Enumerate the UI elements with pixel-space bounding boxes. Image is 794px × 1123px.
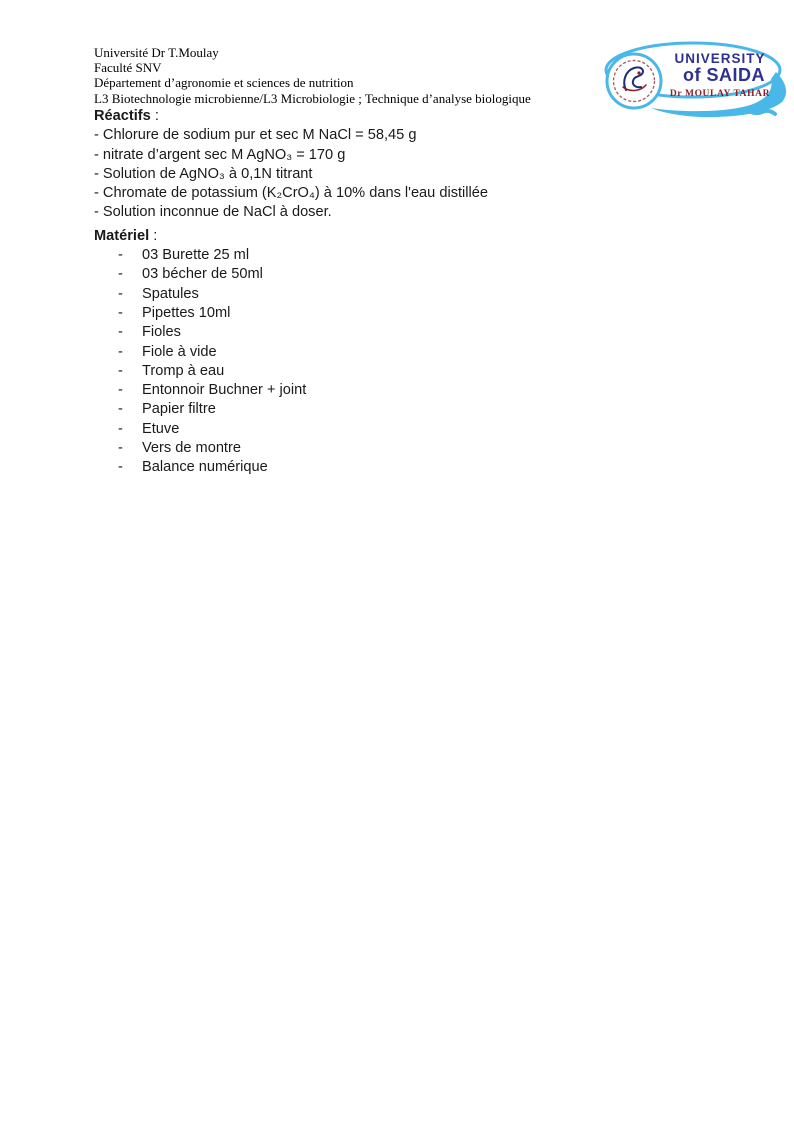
reactifs-title: Réactifs xyxy=(94,108,151,124)
logo-text-university: UNIVERSITY xyxy=(674,51,766,66)
document-body xyxy=(94,107,724,478)
dash-marker: - xyxy=(118,420,123,437)
materiel-item-text: Fiole à vide xyxy=(142,343,217,360)
reactifs-heading xyxy=(94,107,724,126)
section-materiel xyxy=(94,227,724,478)
dash-marker: - xyxy=(118,362,123,379)
reactif-item: - Chromate de potassium (K₂CrO₄) à 10% dans l'eau distillée xyxy=(94,185,489,202)
dash-marker: - xyxy=(118,324,123,341)
reactif-item: - Chlorure de sodium pur et sec M NaCl = 58,45 g xyxy=(94,127,417,144)
materiel-item xyxy=(94,381,724,400)
materiel-item xyxy=(94,246,724,265)
reactif-item: - Solution de AgNO₃ à 0,1N titrant xyxy=(94,165,313,182)
materiel-item-text: Pipettes 10ml xyxy=(142,304,231,321)
materiel-item xyxy=(94,343,724,362)
materiel-item-text: Entonnoir Buchner + joint xyxy=(142,382,307,399)
materiel-item-text: Balance numérique xyxy=(142,459,268,476)
materiel-item-text: 03 bécher de 50ml xyxy=(142,266,263,283)
materiel-item xyxy=(94,265,724,284)
reactif-item: - nitrate d’argent sec M AgNO₃ = 170 g xyxy=(94,146,346,163)
logo-text-dr-moulay-tahar: Dr MOULAY TAHAR xyxy=(669,89,771,99)
materiel-item xyxy=(94,362,724,381)
materiel-item xyxy=(94,400,724,419)
logo-wave-bump xyxy=(748,110,775,114)
materiel-item-text: Spatules xyxy=(142,285,199,302)
dash-marker: - xyxy=(118,285,123,302)
header-line-university: Université Dr T.Moulay xyxy=(94,45,219,60)
dash-marker: - xyxy=(118,247,123,264)
materiel-item xyxy=(94,285,724,304)
materiel-item-text: Papier filtre xyxy=(142,401,216,418)
logo-text-of-saida: of SAIDA xyxy=(683,65,765,85)
dash-marker: - xyxy=(118,343,123,360)
header-line-department: Département d’agronomie et sciences de nutrition xyxy=(94,75,354,91)
logo-bird-eye xyxy=(637,71,640,74)
header-line-course: L3 Biotechnologie microbienne/L3 Microbiologie ; Technique d’analyse biologique xyxy=(94,90,531,106)
header-line-faculty: Faculté SNV xyxy=(94,60,162,76)
materiel-item xyxy=(94,304,724,323)
section-reactifs xyxy=(94,107,724,223)
materiel-item xyxy=(94,439,724,458)
dash-marker: - xyxy=(118,382,123,399)
materiel-heading xyxy=(94,227,724,246)
materiel-item xyxy=(94,323,724,342)
dash-marker: - xyxy=(118,440,123,457)
materiel-title: Matériel xyxy=(94,227,150,244)
materiel-item-text: Vers de montre xyxy=(142,440,241,457)
dash-marker: - xyxy=(118,266,123,283)
dash-marker: - xyxy=(118,401,123,418)
materiel-colon: : xyxy=(149,227,158,244)
institution-header xyxy=(94,45,594,106)
materiel-item-text: Etuve xyxy=(142,420,180,437)
reactifs-colon: : xyxy=(150,108,159,124)
materiel-item-text: 03 Burette 25 ml xyxy=(142,247,250,264)
materiel-item xyxy=(94,420,724,439)
materiel-item-text: Fioles xyxy=(142,324,181,341)
materiel-item-text: Tromp à eau xyxy=(142,362,225,379)
materiel-item xyxy=(94,458,724,477)
reactif-item: - Solution inconnue de NaCl à doser. xyxy=(94,204,332,221)
dash-marker: - xyxy=(118,459,123,476)
dash-marker: - xyxy=(118,304,123,321)
